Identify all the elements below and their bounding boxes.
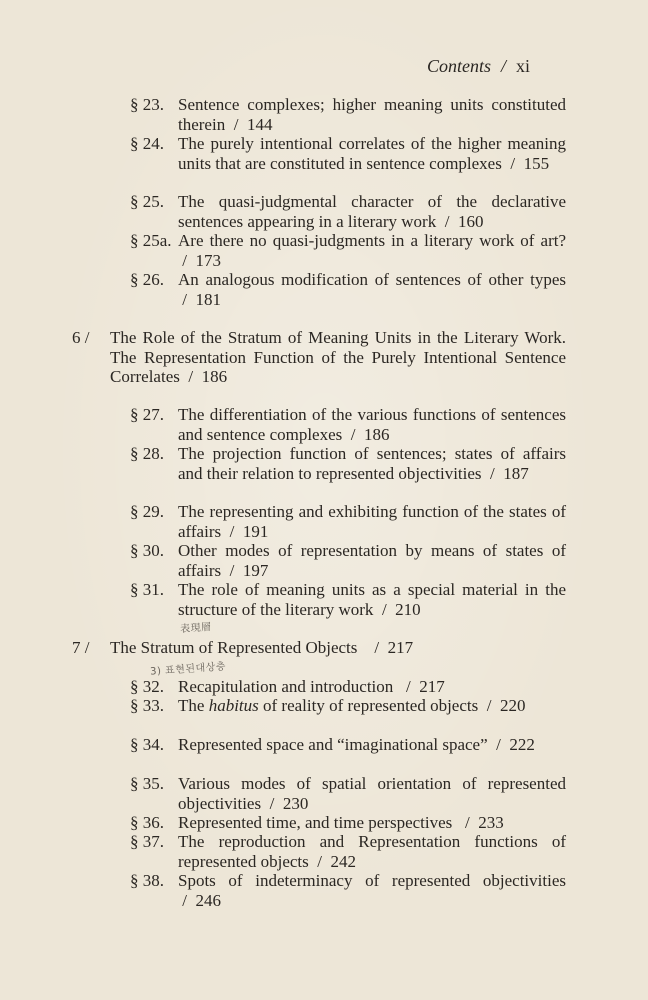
section-number: § 28.	[130, 444, 164, 463]
toc-entry[interactable]: § 33. The habitus of reality of represented objects / 220	[130, 696, 526, 715]
entry-page: 210	[395, 599, 421, 619]
section-number: § 31.	[130, 580, 164, 599]
section-number: § 34.	[130, 735, 164, 754]
section-number: § 32.	[130, 677, 164, 696]
toc-entry[interactable]: § 34. Represented space and “imaginational space” / 222	[130, 735, 535, 754]
section-number: § 29.	[130, 502, 164, 521]
section-number: § 27.	[130, 405, 164, 424]
chapter-title: The Stratum of Represented Objects	[110, 638, 358, 657]
section-number: § 35.	[130, 774, 164, 793]
handwritten-note: 3) 표현된대상층	[149, 661, 227, 678]
section-number: § 25.	[130, 192, 164, 211]
toc-entry[interactable]: § 25a. Are there no quasi-judgments in a literary work of art? / 173	[130, 231, 566, 270]
entry-page: 246	[195, 890, 221, 910]
entry-title: Various modes of spatial orientation of represented objectivities	[178, 774, 566, 813]
toc-entry[interactable]: § 31. The role of meaning units as a special material in the structure of the literary work / 210	[130, 580, 566, 619]
entry-page: 155	[523, 153, 550, 173]
entry-page: 160	[457, 211, 484, 231]
toc-entry[interactable]: § 26. An analogous modification of sentences of other types / 181	[130, 270, 566, 309]
toc-entry[interactable]: § 37. The reproduction and Representation functions of represented objects / 242	[130, 832, 566, 871]
entry-page: 186	[364, 424, 390, 444]
toc-entry[interactable]: § 23. Sentence complexes; higher meaning units constituted therein / 144	[130, 95, 566, 134]
entry-title: Are there no quasi-judgments in a literary work of art?	[178, 231, 566, 250]
entry-page: 144	[246, 114, 273, 134]
entry-title: An analogous modification of sentences of other types	[178, 270, 566, 289]
toc-entry[interactable]: § 24. The purely intentional correlates of the higher meaning units that are constituted in sentence complexes / 155	[130, 134, 566, 173]
entry-page: 191	[242, 521, 269, 541]
entry-page: 222	[509, 735, 535, 754]
section-number: § 24.	[130, 134, 164, 153]
toc-entry[interactable]: § 30. Other modes of representation by means of states of affairs / 197	[130, 541, 566, 580]
entry-page: 197	[242, 560, 269, 580]
entry-title: Other modes of representation by means of states of affairs	[178, 541, 566, 580]
entry-title: The purely intentional correlates of the higher meaning units that are constituted in sentence complexes	[178, 134, 566, 173]
chapter-number: 7 /	[72, 638, 90, 657]
chapter-heading[interactable]: 7 / The Stratum of Represented Objects / 217	[72, 638, 414, 657]
chapter-page: 186	[201, 367, 228, 386]
entry-page: 230	[282, 793, 309, 813]
entry-page: 187	[503, 463, 529, 483]
handwritten-note: 表現層	[179, 621, 212, 636]
toc-entry[interactable]: § 36. Represented time, and time perspectives / 233	[130, 813, 504, 832]
entry-page: 220	[499, 696, 526, 715]
section-number: § 38.	[130, 871, 164, 890]
section-number: § 25a.	[130, 231, 172, 250]
entry-page: 173	[195, 250, 221, 270]
running-head	[427, 56, 530, 77]
toc-entry[interactable]: § 32. Recapitulation and introduction / 217	[130, 677, 445, 696]
header-title: Contents	[426, 56, 491, 76]
entry-title: Represented space and “imaginational space”	[178, 735, 488, 754]
toc-entry[interactable]: § 25. The quasi-judgmental character of the declarative sentences appearing in a literary work / 160	[130, 192, 566, 231]
entry-title: Sentence complexes; higher meaning units constituted therein	[178, 95, 566, 134]
header-separator: /	[500, 56, 506, 76]
chapter-number: 6 /	[72, 328, 90, 347]
toc-entry[interactable]: § 28. The projection function of sentences; states of affairs and their relation to represented objectivities / 187	[130, 444, 566, 483]
entry-title: Recapitulation and introduction	[178, 677, 394, 696]
entry-title: The role of meaning units as a special material in the structure of the literary work	[178, 580, 566, 619]
section-number: § 36.	[130, 813, 164, 832]
chapter-title: The Role of the Stratum of Meaning Units in the Literary Work. The Representation Function of the Purely Intentional Sentence Correlates	[110, 328, 566, 386]
section-number: § 23.	[130, 95, 164, 114]
section-number: § 26.	[130, 270, 164, 289]
entry-title: The representing and exhibiting function of the states of affairs	[178, 502, 566, 541]
entry-italic-term: habitus	[208, 696, 259, 715]
entry-page: 242	[330, 851, 356, 871]
entry-title: The quasi-judgmental character of the declarative sentences appearing in a literary work	[178, 192, 566, 231]
header-page-number: xi	[515, 56, 530, 76]
toc-entry[interactable]: § 29. The representing and exhibiting function of the states of affairs / 191	[130, 502, 566, 541]
toc-entry[interactable]: § 35. Various modes of spatial orientation of represented objectivities / 230	[130, 774, 566, 813]
entry-title: The differentiation of the various functions of sentences and sentence complexes	[178, 405, 566, 444]
entry-page: 217	[419, 677, 445, 696]
toc-entry[interactable]: § 38. Spots of indeterminacy of represented objectivities / 246	[130, 871, 566, 910]
entry-title: The projection function of sentences; states of affairs and their relation to represented objectivities	[178, 444, 566, 483]
entry-page: 233	[478, 813, 504, 832]
entry-title: Represented time, and time perspectives	[178, 813, 453, 832]
entry-title: Spots of indeterminacy of represented objectivities	[178, 871, 566, 890]
section-number: § 33.	[130, 696, 164, 715]
chapter-heading[interactable]: 6 / The Role of the Stratum of Meaning Units in the Literary Work. The Representation Function of the Purely Intentional Sentence Correlates / 186	[72, 328, 566, 386]
section-number: § 37.	[130, 832, 164, 851]
entry-title: The reproduction and Representation functions of represented objects	[178, 832, 566, 871]
toc-entry[interactable]: § 27. The differentiation of the various functions of sentences and sentence complexes / 186	[130, 405, 566, 444]
chapter-page: 217	[387, 638, 414, 657]
entry-page: 181	[195, 289, 221, 309]
entry-title: of reality of represented objects	[258, 696, 479, 715]
section-number: § 30.	[130, 541, 164, 560]
